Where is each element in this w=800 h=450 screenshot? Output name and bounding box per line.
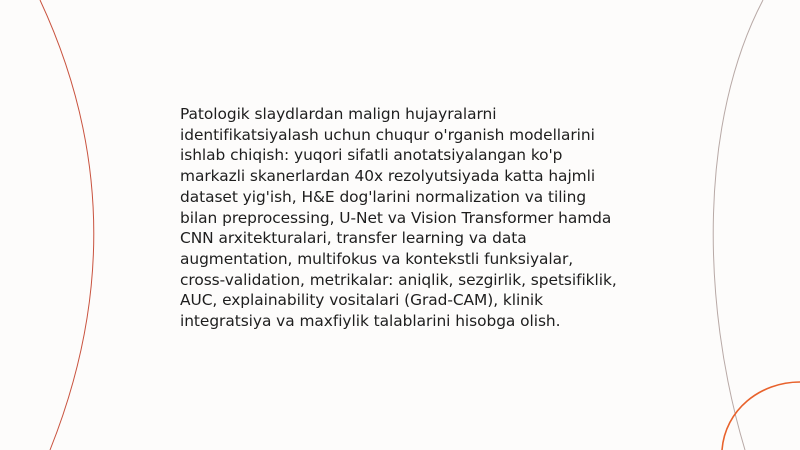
left-arc [40, 0, 94, 450]
right-arc [713, 0, 763, 450]
body-paragraph: Patologik slaydlardan malign hujayralarni identifikatsiyalash uchun chuqur o'rganish modellarini ishlab chiqish: yuqori sifatli anotatsiyalangan ko'p markazli skanerlardan 40x rezolyutsiyada katta hajmli dataset yig'ish, H&E dog'larini normalization va tiling bilan preprocessing, U-Net va Vision Transformer hamda CNN arxitekturalari, transfer learning va data augmentation, multifokus va kontekstli funksiyalar, cross-validation, metrikalar: aniqlik, sezgirlik, spetsifiklik, AUC, explainability vositalari (Grad-CAM), klinik integratsiya va maxfiylik talablarini hisobga olish. [180, 105, 617, 331]
accent-arc [722, 382, 800, 450]
